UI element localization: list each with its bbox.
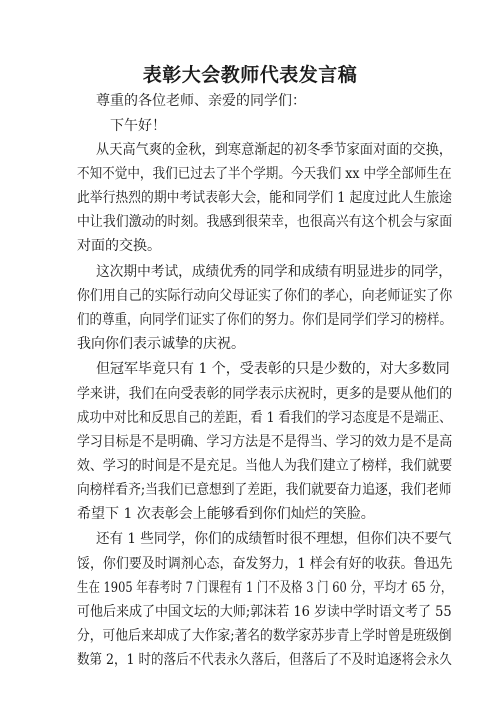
paragraph-line: 馁，你们要及时调剂心态，奋发努力，1 样会有好的收获。鲁迅先 <box>77 556 453 572</box>
paragraph-line: 中让我们激动的时刻。我感到很荣幸，也很高兴有这个机会与家面 <box>77 214 453 230</box>
paragraph-line: 数第 2，1 时的落后不代表永久落后，但落后了不及时追逐将会永久 <box>77 652 452 668</box>
paragraph-line: 可他后来成了中国文坛的大师;郭沫若 16 岁读中学时语文考了 55 <box>77 604 452 620</box>
paragraph-line: 效、学习的时间是不是充足。当他人为我们建立了榜样，我们就要 <box>77 458 453 474</box>
paragraph-line: 不知不觉中，我们已过去了半个学期。今天我们 xx 中学全部师生在 <box>77 166 452 182</box>
greeting-line: 下午好！ <box>110 118 166 134</box>
paragraph-line: 学习目标是不是明确、学习方法是不是得当、学习的效力是不是高 <box>77 434 453 450</box>
paragraph-line: 分，可他后来却成了大作家;著名的数学家苏步青上学时曾是班级倒 <box>77 628 452 644</box>
paragraph-line: 生在 1905 年春考时 7 门课程有 1 门不及格 3 门 60 分，平均才 65 分， <box>77 580 453 596</box>
paragraph-line: 学来讲，我们在向受表彰的同学表示庆祝时，更多的是要从他们的 <box>77 386 453 402</box>
paragraph-line: 这次期中考试，成绩优秀的同学和成绩有明显进步的同学， <box>96 264 452 280</box>
paragraph-line: 成功中对比和反思自己的差距，看 1 看我们的学习态度是不是端正、 <box>77 410 452 426</box>
paragraph-line: 向榜样看齐;当我们已意想到了差距，我们就要奋力追逐，我们老师 <box>77 482 452 498</box>
paragraph-line: 从天高气爽的金秋，到寒意渐起的初冬季节家面对面的交换， <box>96 142 453 158</box>
paragraph-line: 此举行热烈的期中考试表彰大会，能和同学们 1 起度过此人生旅途 <box>77 190 452 206</box>
salutation-line: 尊重的各位老师、亲爱的同学们： <box>96 93 306 109</box>
paragraph-line: 但冠军毕竟只有 1 个，受表彰的只是少数的，对大多数同 <box>96 361 450 377</box>
paragraph-line: 我向你们表示诚挚的庆祝。 <box>77 336 245 352</box>
paragraph-line: 们的尊重，向同学们证实了你们的努力。你们是同学们学习的榜样。 <box>77 312 453 328</box>
paragraph-line: 希望下 1 次表彰会上能够看到你们灿烂的笑脸。 <box>77 506 375 522</box>
paragraph-line: 对面的交换。 <box>77 238 161 254</box>
paragraph-line: 还有 1 些同学，你们的成绩暂时很不理想，但你们决不要气 <box>96 531 452 547</box>
paragraph-line: 你们用自己的实际行动向父母证实了你们的孝心，向老师证实了你 <box>77 288 453 304</box>
document-title: 表彰大会教师代表发言稿 <box>142 64 358 86</box>
